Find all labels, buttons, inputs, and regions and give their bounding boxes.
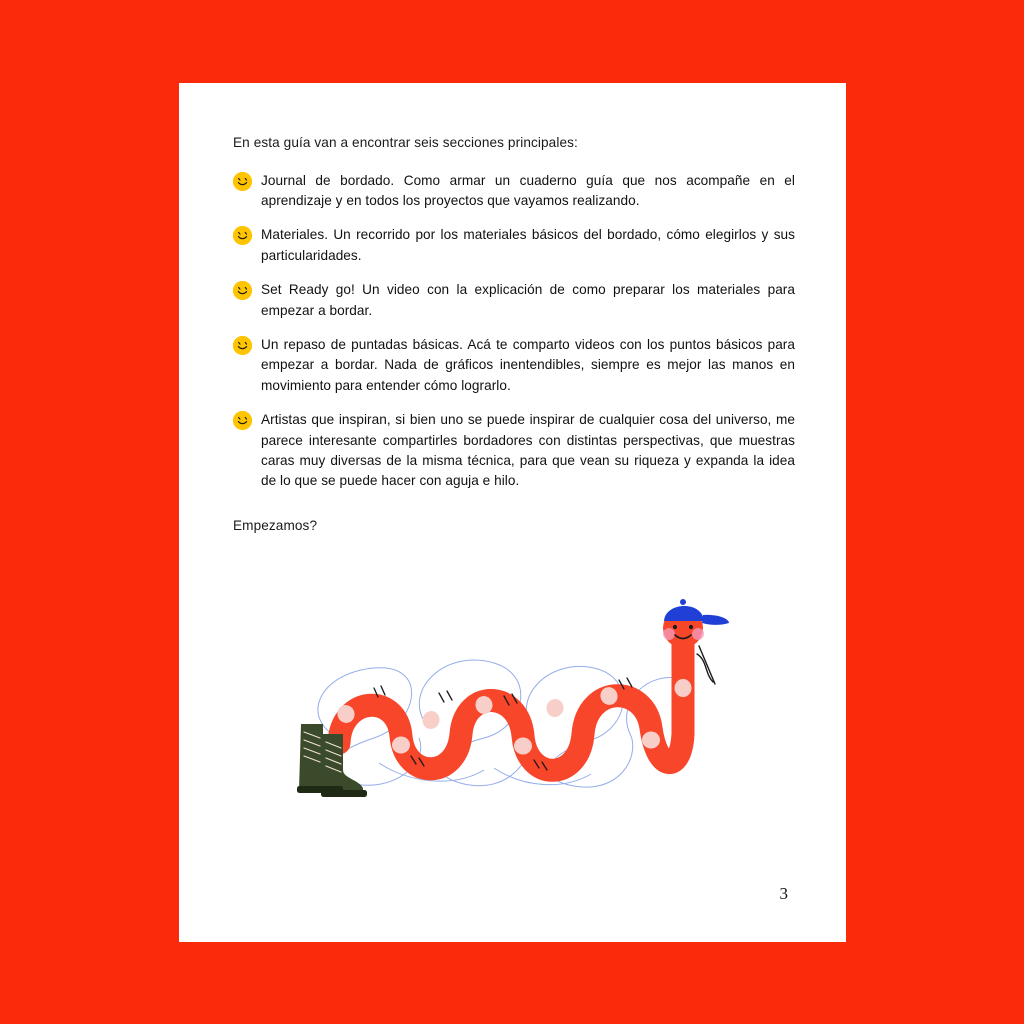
worm-head	[663, 599, 729, 648]
list-item-text: Set Ready go! Un video con la explicación de como preparar los materiales para empezar a bordar.	[261, 282, 795, 318]
list-item	[233, 171, 795, 212]
list-item-text: Artistas que inspiran, si bien uno se puede inspirar de cualquier cosa del universo, me parece interesante compartirles bordadores con distintas perspectivas, que muestras caras muy diversas de la misma técnica, para que vean su riqueza y expanda la idea de lo que se puede hacer con aguja e hilo.	[261, 412, 795, 489]
embroidered-worm-illustration	[279, 588, 759, 818]
smiley-face-icon	[233, 226, 252, 245]
sections-list	[233, 171, 795, 492]
list-item-text: Journal de bordado. Como armar un cuaderno guía que nos acompañe en el aprendizaje y en todos los proyectos que vayamos realizando.	[261, 172, 795, 209]
page-number: 3	[779, 884, 788, 903]
smiley-face-icon	[233, 411, 252, 430]
boots	[297, 724, 367, 797]
closing-paragraph: Empezamos?	[233, 517, 318, 533]
list-item	[233, 225, 795, 266]
list-item-text: Materiales. Un recorrido por los materiales básicos del bordado, cómo elegirlos y sus particularidades.	[261, 227, 795, 263]
smiley-face-icon	[233, 172, 252, 191]
list-item-text: Un repaso de puntadas básicas. Acá te comparto videos con los puntos básicos para empezar a bordar. Nada de gráficos inentendibles, siempre es mejor las manos en movimiento para entender cómo lograrlo.	[261, 337, 795, 393]
smiley-face-icon	[233, 336, 252, 355]
list-item	[233, 335, 795, 396]
list-item	[233, 410, 795, 492]
intro-paragraph: En esta guía van a encontrar seis secciones principales:	[233, 135, 578, 150]
smiley-face-icon	[233, 281, 252, 300]
list-item	[233, 280, 795, 321]
page-content	[233, 133, 795, 533]
document-page	[179, 83, 846, 942]
